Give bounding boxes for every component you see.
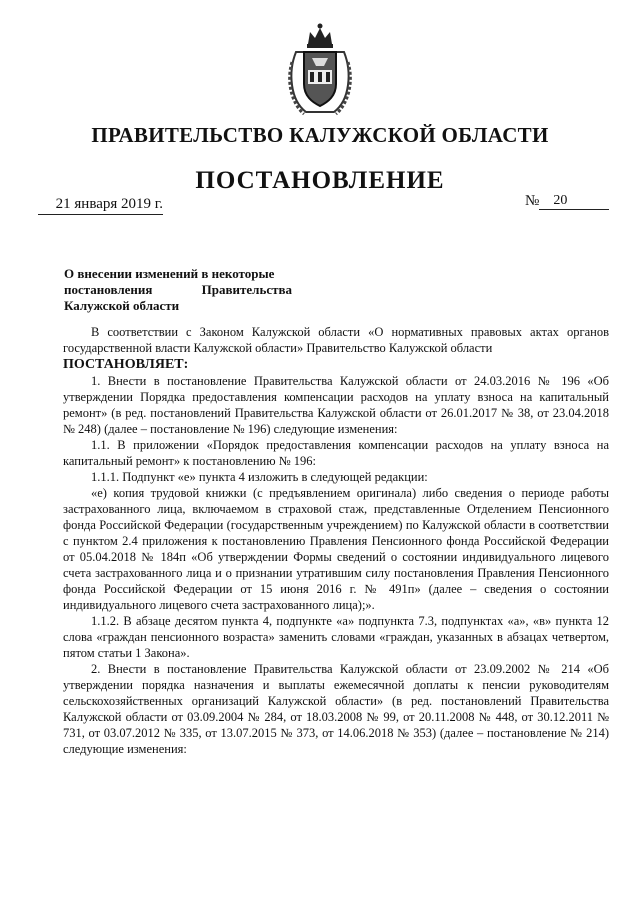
subject-line-3: Калужской области [64,298,180,313]
paragraph-1: 1. Внести в постановление Правительства Калужской области от 24.03.2016 № 196 «Об утверждении Порядка предоставления компенсации расходов на уплату взноса на капитальный ремонт» (в ред. постановлений Правительства Калужской области от 26.01.2017 № 38, от 23.04.2018 № 248) (далее – постановление № 196) следующие изменения: [63,374,609,436]
paragraph-2: 2. Внести в постановление Правительства Калужской области от 23.09.2002 № 214 «Об утверждении порядка назначения и выплаты ежемесячной доплаты к пенсии руководителям сельскохозяйственных организаций Калужской области» (в ред. постановлений Правительства Калужской области от 03.09.2004 № 284, от 18.03.2008 № 99, от 20.11.2008 № 448, от 30.12.2011 № 731, от 03.07.2012 № 335, от 13.07.2015 № 373, от 14.06.2018 № 353) (далее – постановление № 214) следующие изменения: [63,662,609,756]
document-subject [64,266,292,314]
document-type: ПОСТАНОВЛЕНИЕ [195,167,445,194]
subject-line-2-a: постановления [64,282,153,297]
number-value: 20 [539,193,609,210]
preamble-paragraph: В соответствии с Законом Калужской области «О нормативных правовых актах органов государственной власти Калужской области» Правительство Калужской области [63,325,609,355]
decree-heading: ПОСТАНОВЛЯЕТ: [63,357,189,372]
number-label: № [525,193,540,209]
subject-line-1: О внесении изменений в некоторые [64,266,275,281]
paragraph-1-1-1-text: «е) копия трудовой книжки (с предъявлением оригинала) либо сведения о периоде работы застрахованного лица, включаемом в страховой стаж, представленные Отделением Пенсионного фонда Российской Федерации (государственным учреждением) по Калужской области в соответствии с пунктом 2.4 приложения к постановлению Правления Пенсионного фонда Российской Федерации от 05.04.2018 № 184п «Об утверждении Формы сведений о состоянии индивидуального лицевого счета застрахованного лица и о признании утратившим силу постановления Правления Пенсионного фонда Российской Федерации от 15 июня 2016 г. № 491п» (далее – сведения о состоянии индивидуального лицевого счета застрахованного лица);». [63,486,609,612]
document-number [525,192,615,210]
paragraph-1-1: 1.1. В приложении «Порядок предоставления компенсации расходов на уплату взноса на капитальный ремонт» к постановлению № 196: [63,438,609,468]
document-date: 21 января 2019 г. [38,196,163,215]
document-body [63,324,609,757]
subject-line-2-b: Правительства [201,282,292,297]
coat-of-arms-emblem [286,22,354,118]
crown-shield-icon [286,22,354,118]
paragraph-1-1-1: 1.1.1. Подпункт «е» пункта 4 изложить в следующей редакции: [91,470,428,484]
paragraph-1-1-2: 1.1.2. В абзаце десятом пункта 4, подпункте «а» подпункта 7.3, подпунктах «а», «в» пункта 12 слова «граждан пенсионного возраста» заменить словами «граждан, указанных в абзацах четвертом, пятом статьи 1 Закона». [63,614,609,660]
organization-name: ПРАВИТЕЛЬСТВО КАЛУЖСКОЙ ОБЛАСТИ [91,123,549,147]
subject-line-2 [64,282,292,298]
